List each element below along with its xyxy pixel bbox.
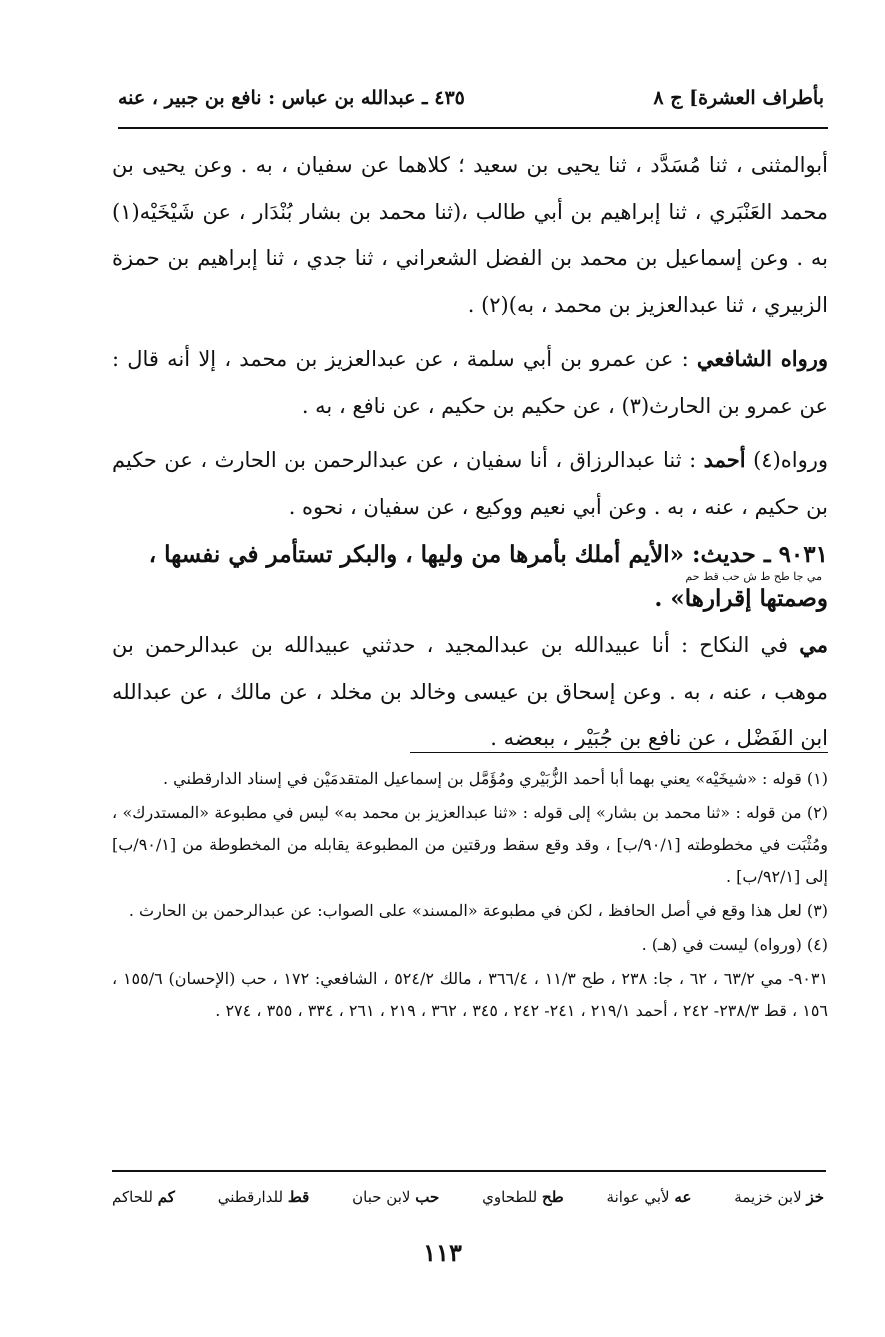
paragraph-2-lead: ورواه الشافعي <box>696 346 828 371</box>
hadith-heading-line-1: ٩٠٣١ ـ حديث: «الأيم أملك بأمرها من وليها ، والبكر تستأمر في نفسها ، <box>148 541 828 568</box>
abbrev-qt: قط للدارقطني <box>217 1188 310 1206</box>
footnote-rule <box>410 752 828 753</box>
paragraph-2 <box>112 336 828 429</box>
header-section-title: ٤٣٥ ـ عبدالله بن عباس : نافع بن جبير ، عنه <box>118 87 465 109</box>
running-header <box>118 78 824 118</box>
abbreviation-key <box>112 1188 824 1206</box>
hadith-references: ٩٠٣١- مي ٦٣/٢ ، ٦٢ ، جا: ٢٣٨ ، طح ١١/٣ ، ٣٦٦/٤ ، مالك ٥٢٤/٢ ، الشافعي: ١٧٢ ، حب (الإحسان) ١٥٥/٦ ، ١٥٦ ، قط ٢٣٨/٣- ٢٤٢ ، أحمد ٢١٩/١ ، ٢٤١- ٢٤٢ ، ٣٤٥ ، ٣٦٢ ، ٢١٩ ، ٢٦١ ، ٣٣٤ ، ٣٥٥ ، ٢٧٤ . <box>112 969 829 1020</box>
hadith-heading <box>112 540 828 614</box>
abbreviation-rule <box>112 1170 826 1172</box>
footnote-3: (٣) لعل هذا وقع في أصل الحافظ ، لكن في مطبوعة «المسند» على الصواب: عن عبدالرحمن بن الحارث . <box>128 901 828 920</box>
footnote-1: (١) قوله : «شيخَيْه» يعني بهما أبا أحمد الزُّبَيْري ومُؤَمَّل بن إسماعيل المتقدمَيْن في إسناد الدارقطني . <box>163 769 828 788</box>
paragraph-3-text: : ثنا عبدالرزاق ، أنا سفيان ، عن عبدالرحمن بن الحارث ، عن حكيم بن حكيم ، عنه ، به . وعن أبي نعيم ووكيع ، عن سفيان ، نحوه . <box>112 448 828 519</box>
hadith-heading-line-2: وصمتها إقرارها» . <box>654 585 828 612</box>
footnote-4: (٤) (ورواه) ليست في (هـ) . <box>641 935 828 954</box>
paragraph-4-text: في النكاح : أنا عبيدالله بن عبدالمجيد ، حدثني عبيدالله بن عبدالرحمن بن موهب ، عنه ، به . وعن إسحاق بن عيسى وخالد بن مخلد ، عن مالك ، عن عبدالله ابن الفَضْل ، عن نافع بن جُبَيْر ، ببعضه . <box>112 633 828 750</box>
abbrev-khz: خز لابن خزيمة <box>734 1188 824 1206</box>
paragraph-4 <box>112 622 828 762</box>
paragraph-1: أبوالمثنى ، ثنا مُسَدَّد ، ثنا يحيى بن سعيد ؛ كلاهما عن سفيان ، به . وعن يحيى بن محمد العَنْبَري ، ثنا إبراهيم بن أبي طالب ،(ثنا محمد بن بشار بُنْدَار ، عن شَيْخَيْه(١) به . وعن إسماعيل بن محمد بن الفضل الشعراني ، ثنا جدي ، ثنا إبراهيم بن حمزة الزبيري ، ثنا عبدالعزيز بن محمد ، به)(٢) . <box>112 153 828 317</box>
paragraph-3-lead: أحمد <box>703 447 746 472</box>
paragraph-4-lead: مي <box>799 632 828 657</box>
header-book-title: بأطراف العشرة] ج ٨ <box>653 87 824 109</box>
paragraph-3 <box>112 437 828 530</box>
header-rule <box>118 127 828 129</box>
paragraph-2-text: : عن عمرو بن أبي سلمة ، عن عبدالعزيز بن محمد ، إلا أنه قال : عن عمرو بن الحارث(٣) ، عن حكيم بن حكيم ، عن نافع ، به . <box>112 347 828 418</box>
abbrev-hb: حب لابن حبان <box>352 1188 440 1206</box>
abbrev-th: طح للطحاوي <box>482 1188 564 1206</box>
footnote-2: (٢) من قوله : «ثنا محمد بن بشار» إلى قوله : «ثنا عبدالعزيز بن محمد به» ليس في مطبوعة «المستدرك» ، ومُثْبَت في مخطوطته [٩٠/١/ب] ، وقد وقع سقط ورقتين من المطبوعة يقابله من المخطوطة من [٩٠/١/ب] إلى [٩٢/١/ب] . <box>112 803 829 886</box>
abbrev-ah: عه لأبي عوانة <box>606 1188 692 1206</box>
abbrev-km: كم للحاكم <box>112 1188 175 1206</box>
page-number: ١١٣ <box>423 1238 462 1267</box>
paragraph-3-prefix: ورواه(٤) <box>745 448 829 472</box>
main-text <box>112 142 828 762</box>
hadith-sources: مي جا طح ط ش حب قط حم <box>685 570 822 583</box>
footnotes <box>112 763 828 1029</box>
